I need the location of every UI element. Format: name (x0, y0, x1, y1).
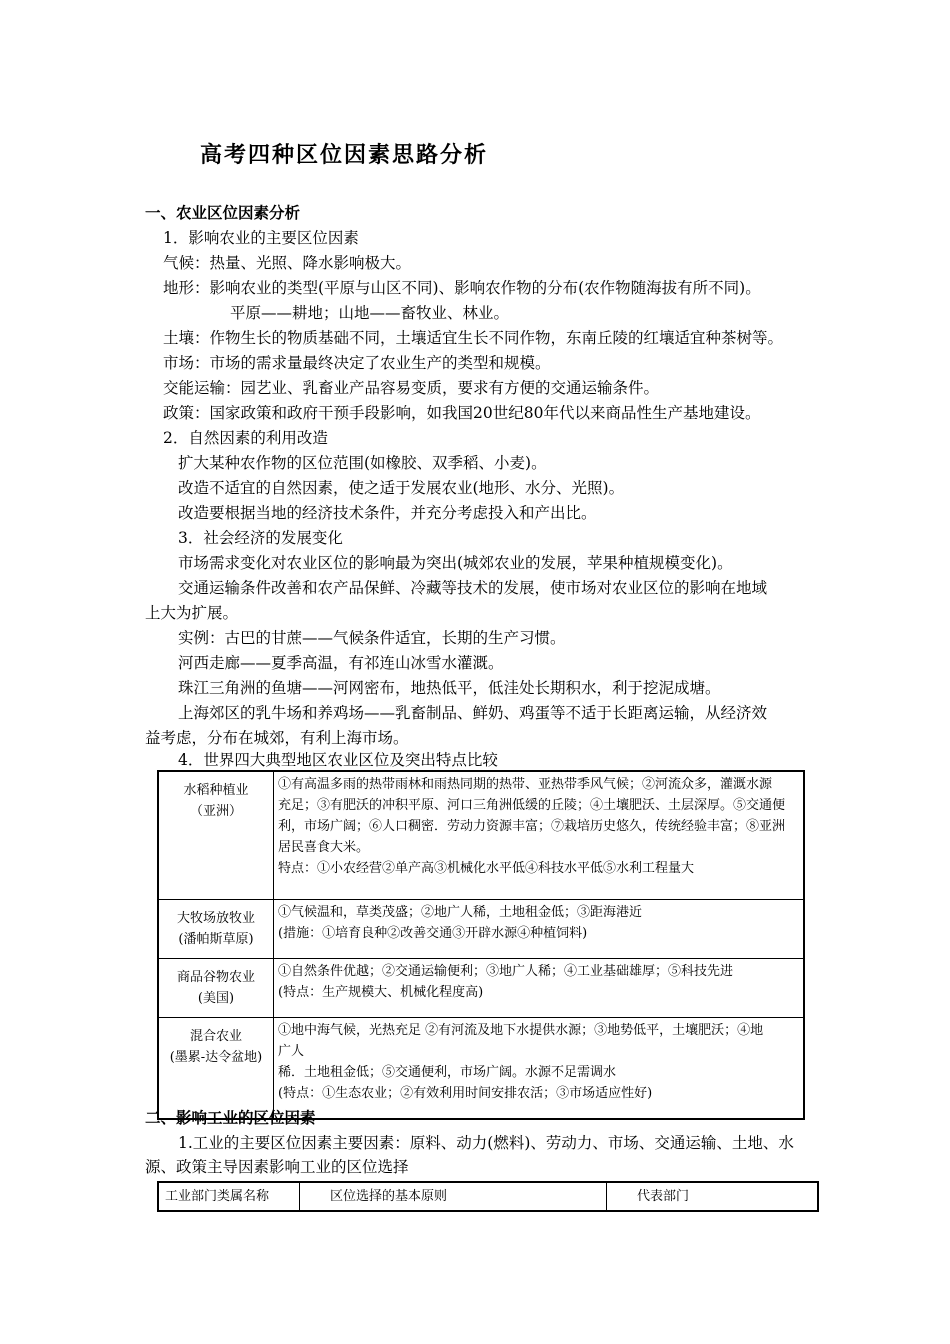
paragraph: 政策：国家政策和政府干预手段影响，如我国20世纪80年代以来商品性生产基地建设。 (163, 404, 761, 422)
paragraph: 上海郊区的乳牛场和养鸡场——乳畜制品、鲜奶、鸡蛋等不适于长距离运输，从经济效 (178, 704, 768, 722)
paragraph: 珠江三角洲的鱼塘——河网密布，地热低平，低洼处长期积水，利于挖泥成塘。 (178, 679, 721, 697)
cell-text: 特点：①小农经营②单产高③机械化水平低④科技水平低⑤水利工程量大 (278, 861, 695, 876)
paragraph: 1．影响农业的主要区位因素 (163, 229, 359, 247)
agri-type-region: (美国) (197, 990, 235, 1006)
paragraph: 地形：影响农业的类型(平原与山区不同)、影响农作物的分布(农作物随海拔有所不同)。 (163, 279, 761, 297)
page-title: 高考四种区位因素思路分析 (200, 143, 489, 168)
cell-text: ①地中海气候，光热充足 ②有河流及地下水提供水源；③地势低平，土壤肥沃；④地 (278, 1022, 764, 1038)
table-cell (158, 1017, 274, 1119)
table-row (158, 899, 804, 958)
cell-text: ①有高温多雨的热带雨林和雨热同期的热带、亚热带季风气候；②河流众多，灌溉水源 (278, 777, 773, 792)
cell-text: ①自然条件优越；②交通运输便利；③地广人稀；④工业基础雄厚；⑤科技先进 (278, 963, 734, 979)
cell-text: ①气候温和，草类茂盛；②地广人稀，土地租金低；③距海港近 (278, 904, 643, 920)
table-row (158, 771, 804, 899)
paragraph: 2．自然因素的利用改造 (163, 429, 328, 447)
paragraph: 改造要根据当地的经济技术条件，并充分考虑投入和产出比。 (178, 504, 597, 522)
cell-text: (特点：生产规模大、机械化程度高) (278, 984, 484, 1000)
paragraph: 平原——耕地；山地——畜牧业、林业。 (230, 304, 510, 322)
paragraph: 土壤：作物生长的物质基础不同，土壤适宜生长不同作物，东南丘陵的红壤适宜种茶树等。 (163, 329, 784, 347)
agri-type-name: 大牧场放牧业 (176, 910, 255, 926)
paragraph: 河西走廊——夏季高温，有祁连山冰雪水灌溉。 (178, 654, 504, 672)
paragraph: 市场需求变化对农业区位的影响最为突出(城郊农业的发展，苹果种植规模变化)。 (178, 554, 733, 572)
paragraph: 上大为扩展。 (145, 604, 239, 622)
table-cell (274, 899, 805, 958)
agri-type-region: （亚洲） (189, 804, 242, 819)
paragraph: 改造不适宜的自然因素，使之适于发展农业(地形、水分、光照)。 (178, 479, 625, 497)
cell-text: (特点：①生态农业；②有效利用时间安排农活；③市场适应性好) (278, 1085, 653, 1101)
paragraph: 3．社会经济的发展变化 (178, 529, 343, 547)
table-row (158, 958, 804, 1017)
table-cell (274, 1017, 805, 1119)
cell-text: (措施：①培育良种②改善交通③开辟水源④种植饲料) (278, 925, 588, 941)
table-cell (158, 958, 274, 1017)
paragraph: 交通运输条件改善和农产品保鲜、冷藏等技术的发展，使市场对农业区位的影响在地域 (178, 579, 768, 597)
cell-text: 稀．土地租金低；⑤交通便利，市场广阔。水源不足需调水 (278, 1064, 617, 1080)
paragraph: 实例：古巴的甘蔗——气候条件适宜，长期的生产习惯。 (178, 629, 566, 647)
table-cell (274, 771, 805, 899)
column-header: 工业部门类属名称 (158, 1182, 300, 1211)
section-heading-agriculture: 一、农业区位因素分析 (145, 204, 301, 222)
agri-type-name: 混合农业 (189, 1028, 242, 1044)
paragraph: 气候：热量、光照、降水影响极大。 (163, 254, 412, 272)
paragraph: 4．世界四大典型地区农业区位及突出特点比较 (178, 751, 498, 769)
agri-type-region: (潘帕斯草原) (178, 931, 254, 947)
paragraph: 交能运输：园艺业、乳畜业产品容易变质，要求有方便的交通运输条件。 (163, 379, 660, 397)
table-row (158, 1017, 804, 1119)
table-cell (158, 771, 274, 899)
paragraph: 1.工业的主要区位因素主要因素：原料、动力(燃料)、劳动力、市场、交通运输、土地、水 (178, 1134, 794, 1152)
agri-type-name: 水稻种植业 (183, 783, 249, 798)
paragraph: 扩大某种农作物的区位范围(如橡胶、双季稻、小麦)。 (178, 454, 547, 472)
agriculture-comparison-table (157, 770, 805, 1120)
cell-text: 广人 (278, 1043, 305, 1059)
table-cell (274, 958, 805, 1017)
paragraph: 益考虑，分布在城郊，有利上海市场。 (145, 729, 409, 747)
industry-location-table (157, 1181, 819, 1212)
agri-type-region: (墨累-达令盆地) (169, 1049, 263, 1065)
section-heading-industry: 二、影响工业的区位因素 (145, 1109, 316, 1127)
paragraph: 市场：市场的需求量最终决定了农业生产的类型和规模。 (163, 354, 551, 372)
paragraph: 源、政策主导因素影响工业的区位选择 (145, 1158, 409, 1176)
table-cell (158, 899, 274, 958)
column-header: 区位选择的基本原则 (300, 1182, 607, 1211)
column-header: 代表部门 (607, 1182, 819, 1211)
table-header-row (158, 1182, 818, 1211)
cell-text: 利，市场广阔；⑥人口稠密．劳动力资源丰富；⑦栽培历史悠久，传统经验丰富；⑧亚洲 (278, 819, 786, 834)
cell-text: 居民喜食大米。 (278, 840, 370, 855)
agri-type-name: 商品谷物农业 (176, 969, 255, 985)
cell-text: 充足；③有肥沃的冲积平原、河口三角洲低缓的丘陵；④土壤肥沃、土层深厚。⑤交通便 (278, 798, 786, 813)
